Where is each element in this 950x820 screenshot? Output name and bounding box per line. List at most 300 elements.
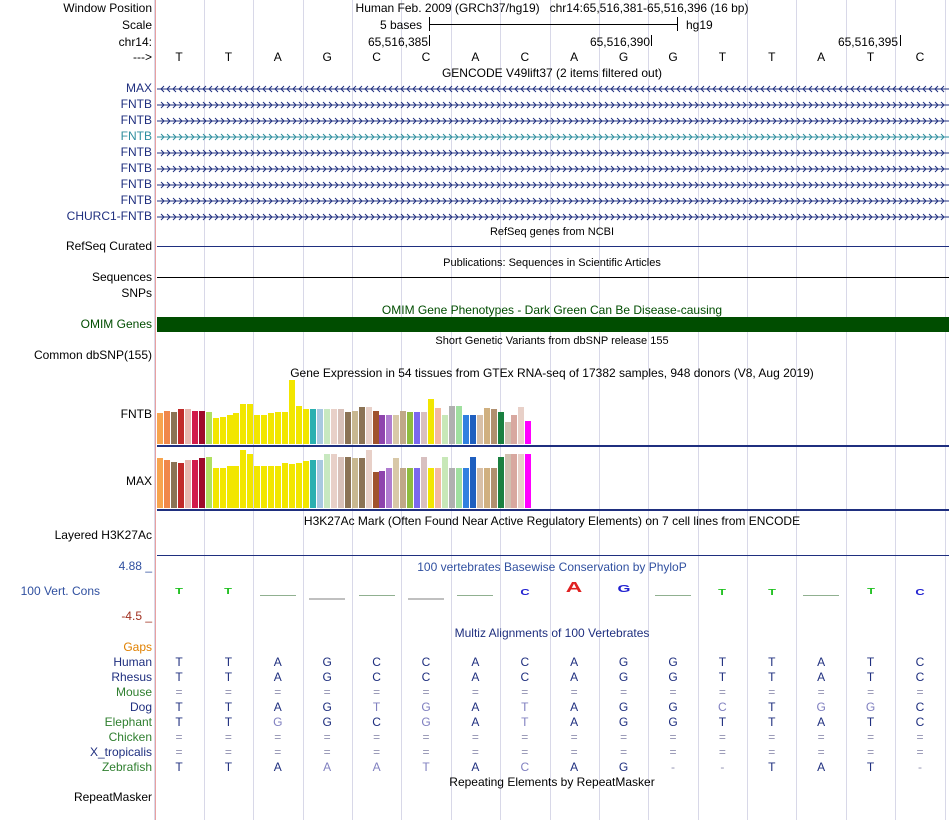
gencode-item-arrows[interactable] bbox=[157, 131, 949, 141]
gencode-item-label[interactable]: FNTB bbox=[120, 161, 152, 175]
gtex-bar[interactable] bbox=[421, 412, 427, 444]
gtex-bar[interactable] bbox=[407, 412, 413, 444]
alignment-base: = bbox=[422, 685, 430, 699]
gtex-bar[interactable] bbox=[192, 460, 198, 508]
gtex-bar[interactable] bbox=[484, 468, 490, 508]
gtex-bar[interactable] bbox=[282, 412, 288, 444]
alignment-base: = bbox=[570, 745, 578, 759]
alignment-base: - bbox=[720, 760, 725, 774]
gencode-item-arrows[interactable] bbox=[157, 195, 949, 205]
alignment-base: G bbox=[322, 700, 332, 714]
position-tick-mark-1 bbox=[429, 35, 430, 46]
phylop-letter: C bbox=[520, 588, 530, 597]
alignment-base: C bbox=[915, 655, 925, 669]
alignment-base: C bbox=[915, 700, 925, 714]
gtex-bar[interactable] bbox=[511, 454, 517, 508]
chrom-label: chr14: bbox=[118, 35, 152, 49]
gtex-bar[interactable] bbox=[233, 466, 239, 508]
gtex-bar[interactable] bbox=[373, 411, 379, 444]
alignment-base: A bbox=[817, 655, 826, 669]
phylop-label[interactable]: 100 Vert. Cons bbox=[20, 584, 100, 598]
gtex-bar[interactable] bbox=[449, 406, 455, 444]
alignment-base: G bbox=[322, 655, 332, 669]
gtex-bar[interactable] bbox=[525, 454, 531, 508]
gtex-bar[interactable] bbox=[254, 466, 260, 508]
h3k27ac-title: H3K27Ac Mark (Often Found Near Active Regulatory Elements) on 7 cell lines from ENCODE bbox=[303, 514, 801, 528]
gencode-item-label[interactable]: FNTB bbox=[120, 113, 152, 127]
alignment-base: = bbox=[570, 730, 578, 744]
gtex-bar[interactable] bbox=[164, 460, 170, 508]
multiz-title: Multiz Alignments of 100 Vertebrates bbox=[454, 626, 650, 640]
gtex-bar[interactable] bbox=[491, 409, 497, 444]
alignment-base: = bbox=[867, 730, 875, 744]
omim-title: OMIM Gene Phenotypes - Dark Green Can Be Disease-causing bbox=[381, 303, 723, 317]
alignment-base: T bbox=[175, 655, 183, 669]
gencode-arrow-svg bbox=[157, 180, 949, 190]
gtex-bar[interactable] bbox=[324, 409, 330, 444]
gtex-bar[interactable] bbox=[227, 415, 233, 444]
alignment-base: C bbox=[718, 700, 727, 714]
gtex-bar[interactable] bbox=[227, 466, 233, 508]
gtex-bar[interactable] bbox=[338, 457, 344, 508]
alignment-base: G bbox=[421, 715, 431, 729]
alignment-base: = bbox=[373, 685, 381, 699]
gencode-arrow-svg bbox=[157, 212, 949, 222]
gtex-bar[interactable] bbox=[310, 409, 316, 444]
alignment-base: T bbox=[224, 760, 233, 774]
alignment-base: T bbox=[521, 715, 529, 729]
gtex-bar[interactable] bbox=[247, 454, 253, 508]
gencode-item-arrows[interactable] bbox=[157, 179, 949, 189]
gtex-bar[interactable] bbox=[518, 454, 524, 508]
scale-label: Scale bbox=[121, 18, 152, 32]
alignment-base: T bbox=[372, 700, 381, 714]
gtex-bar[interactable] bbox=[192, 411, 198, 444]
alignment-base: = bbox=[471, 745, 479, 759]
alignment-base: = bbox=[718, 685, 726, 699]
gtex-bar[interactable] bbox=[206, 412, 212, 444]
gtex-bar[interactable] bbox=[178, 463, 184, 508]
gencode-item-label[interactable]: MAX bbox=[125, 81, 152, 95]
alignment-base: G bbox=[618, 670, 629, 684]
gtex-bar[interactable] bbox=[442, 415, 448, 444]
alignment-base: G bbox=[816, 700, 826, 714]
gtex-bar[interactable] bbox=[303, 461, 309, 508]
alignment-base: = bbox=[521, 685, 529, 699]
alignment-base: = bbox=[768, 730, 776, 744]
alignment-base: C bbox=[372, 715, 381, 729]
gtex-bar[interactable] bbox=[171, 412, 177, 444]
gtex-bar[interactable] bbox=[289, 464, 295, 508]
gtex-bar[interactable] bbox=[400, 411, 406, 444]
base-letter: A bbox=[273, 50, 282, 64]
gencode-arrow-svg bbox=[157, 84, 949, 94]
position-tick-1: 65,516,385 bbox=[367, 35, 428, 49]
gtex-bar[interactable] bbox=[275, 412, 281, 444]
gtex-bar[interactable] bbox=[463, 415, 469, 444]
pubs-title: Publications: Sequences in Scientific Articles bbox=[443, 257, 661, 269]
gencode-title: GENCODE V49lift37 (2 items filtered out) bbox=[441, 66, 663, 80]
alignment-base: = bbox=[768, 745, 776, 759]
base-letter: G bbox=[618, 50, 629, 64]
gencode-item-label[interactable]: CHURC1-FNTB bbox=[66, 209, 152, 223]
species-label[interactable]: Rhesus bbox=[111, 670, 152, 684]
gtex-bar[interactable] bbox=[352, 411, 358, 444]
gtex-bar[interactable] bbox=[331, 454, 337, 508]
gtex-label-2[interactable]: MAX bbox=[125, 474, 152, 488]
phylop-zero-mark bbox=[803, 595, 839, 596]
alignment-base: = bbox=[718, 730, 726, 744]
gencode-arrow-svg bbox=[157, 196, 949, 206]
alignment-base: T bbox=[175, 715, 183, 729]
gtex-bar[interactable] bbox=[213, 468, 219, 508]
gencode-item-arrows[interactable] bbox=[157, 211, 949, 221]
gtex-title: Gene Expression in 54 tissues from GTEx RNA-seq of 17382 samples, 948 donors (V8, Aug 2019) bbox=[290, 366, 814, 380]
alignment-base: = bbox=[175, 685, 183, 699]
species-label[interactable]: Human bbox=[113, 655, 152, 669]
alignment-base: = bbox=[422, 745, 430, 759]
gtex-bar[interactable] bbox=[178, 409, 184, 444]
position-tick-mark-3 bbox=[900, 35, 901, 46]
alignment-base: T bbox=[768, 715, 776, 729]
alignment-base: T bbox=[521, 700, 529, 714]
gtex-bar[interactable] bbox=[289, 380, 295, 444]
gtex-bar[interactable] bbox=[303, 409, 309, 444]
alignment-base: G bbox=[668, 715, 678, 729]
gtex-bar[interactable] bbox=[525, 421, 531, 444]
alignment-base: G bbox=[865, 700, 876, 714]
gtex-bar[interactable] bbox=[206, 457, 212, 508]
gtex-bar[interactable] bbox=[456, 468, 462, 508]
gtex-bar[interactable] bbox=[421, 457, 427, 508]
gtex-bar[interactable] bbox=[199, 411, 205, 444]
gtex-bar[interactable] bbox=[164, 411, 170, 444]
gtex-bar[interactable] bbox=[157, 413, 163, 444]
alignment-base: T bbox=[422, 760, 430, 774]
gencode-arrow-svg bbox=[157, 164, 949, 174]
alignment-base: G bbox=[618, 700, 629, 714]
alignment-base: C bbox=[372, 655, 381, 669]
label-separator bbox=[155, 0, 156, 820]
position-tick-3: 65,516,395 bbox=[837, 35, 898, 49]
gtex-bar[interactable] bbox=[240, 450, 246, 508]
alignment-base: A bbox=[471, 700, 480, 714]
gtex-bar[interactable] bbox=[296, 463, 302, 508]
gtex-bar[interactable] bbox=[505, 454, 511, 508]
gtex-bar[interactable] bbox=[379, 471, 385, 508]
gtex-bar[interactable] bbox=[498, 457, 504, 508]
alignment-base: T bbox=[175, 760, 183, 774]
gtex-bar[interactable] bbox=[463, 468, 469, 508]
gtex-bar[interactable] bbox=[213, 418, 219, 444]
position-tick-2: 65,516,390 bbox=[589, 35, 650, 49]
omim-bar[interactable] bbox=[157, 317, 949, 332]
gtex-bar[interactable] bbox=[435, 408, 441, 444]
refseq-label[interactable]: RefSeq Curated bbox=[65, 239, 152, 253]
repeatmasker-title: Repeating Elements by RepeatMasker bbox=[449, 775, 655, 789]
gencode-item-label[interactable]: FNTB bbox=[120, 97, 152, 111]
alignment-base: A bbox=[570, 700, 579, 714]
species-label[interactable]: Zebrafish bbox=[101, 760, 152, 774]
h3k27ac-label[interactable]: Layered H3K27Ac bbox=[54, 528, 152, 542]
alignment-base: A bbox=[471, 655, 480, 669]
phylop-negative-bar bbox=[309, 598, 345, 600]
alignment-base: T bbox=[175, 700, 183, 714]
gtex-bar[interactable] bbox=[359, 458, 365, 508]
alignment-base: G bbox=[668, 670, 678, 684]
gtex-bar[interactable] bbox=[324, 454, 330, 508]
alignment-base: = bbox=[916, 730, 924, 744]
alignment-base: = bbox=[817, 730, 825, 744]
position-tick-mark-2 bbox=[651, 35, 652, 46]
alignment-base: = bbox=[768, 685, 776, 699]
gencode-item-arrows[interactable] bbox=[157, 99, 949, 109]
gencode-item-label[interactable]: FNTB bbox=[120, 193, 152, 207]
base-letter: A bbox=[471, 50, 480, 64]
alignment-base: A bbox=[273, 670, 282, 684]
gtex-bar[interactable] bbox=[477, 415, 483, 444]
gtex-bar[interactable] bbox=[338, 409, 344, 444]
phylop-letter: T bbox=[175, 587, 183, 596]
gtex-baseline bbox=[157, 509, 949, 511]
alignment-base: = bbox=[323, 685, 331, 699]
gtex-bar[interactable] bbox=[491, 468, 497, 508]
snps-label[interactable]: SNPs bbox=[121, 286, 152, 300]
gtex-bar[interactable] bbox=[366, 407, 372, 444]
gtex-bar[interactable] bbox=[199, 458, 205, 508]
scale-assembly: hg19 bbox=[686, 18, 713, 32]
gtex-bar[interactable] bbox=[171, 462, 177, 508]
gtex-bar[interactable] bbox=[484, 408, 490, 444]
alignment-base: = bbox=[373, 745, 381, 759]
alignment-base: A bbox=[570, 670, 579, 684]
dbsnp-title: Short Genetic Variants from dbSNP release 155 bbox=[435, 335, 669, 347]
alignment-base: T bbox=[718, 715, 727, 729]
gtex-bar[interactable] bbox=[477, 468, 483, 508]
gtex-bar[interactable] bbox=[386, 468, 392, 508]
phylop-letter: G bbox=[617, 584, 631, 595]
gtex-bar[interactable] bbox=[435, 468, 441, 508]
alignment-base: T bbox=[866, 760, 875, 774]
alignment-base: = bbox=[422, 730, 430, 744]
phylop-zero-mark bbox=[359, 595, 395, 596]
base-letter: C bbox=[520, 50, 530, 64]
gtex-bar[interactable] bbox=[317, 460, 323, 508]
alignment-base: = bbox=[916, 745, 924, 759]
alignment-base: = bbox=[274, 685, 282, 699]
gtex-bar[interactable] bbox=[220, 417, 226, 444]
alignment-base: G bbox=[273, 715, 283, 729]
gtex-bar[interactable] bbox=[261, 466, 267, 508]
gtex-bar[interactable] bbox=[359, 407, 365, 444]
gtex-bar[interactable] bbox=[352, 458, 358, 508]
gtex-bar[interactable] bbox=[157, 458, 163, 508]
alignment-base: G bbox=[618, 655, 629, 669]
dbsnp-label[interactable]: Common dbSNP(155) bbox=[33, 348, 152, 362]
gencode-item-label[interactable]: FNTB bbox=[120, 145, 152, 159]
gtex-bar[interactable] bbox=[407, 468, 413, 508]
phylop-letter: T bbox=[718, 588, 727, 597]
alignment-base: = bbox=[669, 730, 677, 744]
h3k27ac-baseline bbox=[157, 555, 949, 556]
gtex-bar[interactable] bbox=[296, 406, 302, 444]
alignment-base: A bbox=[273, 760, 282, 774]
gtex-bar[interactable] bbox=[373, 472, 379, 508]
gencode-arrow-svg bbox=[157, 100, 949, 110]
alignment-base: T bbox=[768, 700, 776, 714]
phylop-title: 100 vertebrates Basewise Conservation by PhyloP bbox=[417, 560, 687, 574]
species-label[interactable]: X_tropicalis bbox=[89, 745, 152, 759]
gencode-item-arrows[interactable] bbox=[157, 83, 949, 93]
alignment-base: = bbox=[867, 745, 875, 759]
gtex-bar[interactable] bbox=[470, 415, 476, 444]
alignment-base: = bbox=[521, 730, 529, 744]
gtex-bar[interactable] bbox=[345, 412, 351, 444]
gtex-bar[interactable] bbox=[393, 458, 399, 508]
alignment-base: G bbox=[421, 700, 431, 714]
phylop-zero-mark bbox=[260, 595, 296, 596]
scale-bar bbox=[429, 24, 677, 25]
gtex-bar[interactable] bbox=[261, 415, 267, 444]
alignment-base: C bbox=[520, 670, 530, 684]
phylop-letter: A bbox=[565, 580, 583, 596]
base-letter: T bbox=[718, 50, 727, 64]
species-label[interactable]: Dog bbox=[129, 700, 152, 714]
alignment-base: = bbox=[570, 685, 578, 699]
alignment-base: = bbox=[373, 730, 381, 744]
alignment-base: = bbox=[916, 685, 924, 699]
refseq-title: RefSeq genes from NCBI bbox=[489, 226, 615, 238]
alignment-base: G bbox=[322, 670, 332, 684]
alignment-base: A bbox=[570, 760, 579, 774]
alignment-base: G bbox=[668, 655, 678, 669]
gtex-bar[interactable] bbox=[185, 460, 191, 508]
sequences-label[interactable]: Sequences bbox=[91, 270, 152, 284]
alignment-base: = bbox=[817, 745, 825, 759]
alignment-base: = bbox=[620, 730, 628, 744]
alignment-base: = bbox=[669, 685, 677, 699]
alignment-base: C bbox=[520, 655, 530, 669]
alignment-base: G bbox=[618, 715, 629, 729]
alignment-base: A bbox=[323, 760, 332, 774]
gtex-bar[interactable] bbox=[240, 404, 246, 444]
gtex-bar[interactable] bbox=[233, 413, 239, 444]
phylop-min: -4.5 _ bbox=[121, 609, 152, 623]
gtex-bar[interactable] bbox=[442, 457, 448, 508]
gtex-label-1[interactable]: FNTB bbox=[120, 407, 152, 421]
scale-text: 5 bases bbox=[380, 18, 423, 32]
gtex-bar[interactable] bbox=[456, 406, 462, 444]
alignment-base: = bbox=[471, 685, 479, 699]
gtex-bar[interactable] bbox=[470, 457, 476, 508]
base-letter: T bbox=[866, 50, 875, 64]
gencode-item-label[interactable]: FNTB bbox=[120, 129, 152, 143]
gtex-bar[interactable] bbox=[400, 468, 406, 508]
alignment-base: G bbox=[618, 760, 629, 774]
gtex-bar[interactable] bbox=[268, 413, 274, 444]
sequences-line[interactable] bbox=[157, 277, 949, 278]
gtex-bar[interactable] bbox=[275, 466, 281, 508]
gtex-bar[interactable] bbox=[386, 415, 392, 444]
gtex-bar[interactable] bbox=[505, 422, 511, 444]
base-letter: A bbox=[570, 50, 579, 64]
alignment-base: T bbox=[866, 715, 875, 729]
gtex-bar[interactable] bbox=[268, 466, 274, 508]
phylop-zero-mark bbox=[457, 595, 493, 596]
gtex-bar[interactable] bbox=[366, 450, 372, 508]
gencode-item-label[interactable]: FNTB bbox=[120, 177, 152, 191]
alignment-base: G bbox=[322, 715, 332, 729]
gtex-bar[interactable] bbox=[414, 468, 420, 508]
alignment-base: = bbox=[521, 745, 529, 759]
gtex-bar[interactable] bbox=[379, 415, 385, 444]
alignment-base: C bbox=[520, 760, 530, 774]
alignment-base: T bbox=[768, 760, 776, 774]
repeatmasker-label[interactable]: RepeatMasker bbox=[73, 790, 152, 804]
gtex-bar[interactable] bbox=[428, 399, 434, 444]
base-letter: C bbox=[372, 50, 381, 64]
base-letter: G bbox=[668, 50, 678, 64]
gencode-arrow-svg bbox=[157, 148, 949, 158]
alignment-base: A bbox=[471, 670, 480, 684]
gtex-bar[interactable] bbox=[518, 407, 524, 444]
alignment-base: T bbox=[224, 655, 233, 669]
refseq-line[interactable] bbox=[157, 246, 949, 247]
alignment-base: = bbox=[867, 685, 875, 699]
base-letter: C bbox=[421, 50, 431, 64]
gtex-bar[interactable] bbox=[428, 468, 434, 508]
species-label[interactable]: Elephant bbox=[104, 715, 152, 729]
base-letter: A bbox=[817, 50, 826, 64]
species-label[interactable]: Chicken bbox=[108, 730, 152, 744]
alignment-base: T bbox=[768, 655, 776, 669]
base-letter: T bbox=[224, 50, 233, 64]
gtex-bar[interactable] bbox=[317, 409, 323, 444]
gtex-bar[interactable] bbox=[220, 468, 226, 508]
gtex-bar[interactable] bbox=[185, 409, 191, 444]
gtex-bar[interactable] bbox=[254, 415, 260, 444]
omim-label[interactable]: OMIM Genes bbox=[80, 317, 152, 331]
alignment-base: = bbox=[175, 730, 183, 744]
gtex-bar[interactable] bbox=[282, 463, 288, 508]
phylop-negative-bar bbox=[408, 598, 444, 600]
alignment-base: = bbox=[224, 730, 232, 744]
gtex-bar[interactable] bbox=[331, 409, 337, 444]
alignment-base: A bbox=[471, 760, 480, 774]
base-letter: G bbox=[322, 50, 332, 64]
gtex-bar[interactable] bbox=[414, 412, 420, 444]
species-label[interactable]: Mouse bbox=[115, 685, 152, 699]
phylop-letter: T bbox=[224, 587, 233, 596]
gtex-baseline bbox=[157, 445, 949, 447]
gencode-item-arrows[interactable] bbox=[157, 147, 949, 157]
gtex-bar[interactable] bbox=[345, 457, 351, 508]
alignment-base: T bbox=[718, 655, 727, 669]
alignment-base: T bbox=[224, 715, 233, 729]
base-letter: T bbox=[175, 50, 183, 64]
alignment-base: T bbox=[175, 670, 183, 684]
gaps-label[interactable]: Gaps bbox=[123, 640, 152, 654]
gtex-bar[interactable] bbox=[449, 468, 455, 508]
gtex-bar[interactable] bbox=[247, 404, 253, 444]
gencode-item-arrows[interactable] bbox=[157, 115, 949, 125]
gtex-bar[interactable] bbox=[498, 412, 504, 444]
gencode-item-arrows[interactable] bbox=[157, 163, 949, 173]
gtex-bar[interactable] bbox=[310, 460, 316, 508]
alignment-base: T bbox=[866, 655, 875, 669]
gtex-bar[interactable] bbox=[393, 415, 399, 444]
gtex-bar[interactable] bbox=[511, 415, 517, 444]
